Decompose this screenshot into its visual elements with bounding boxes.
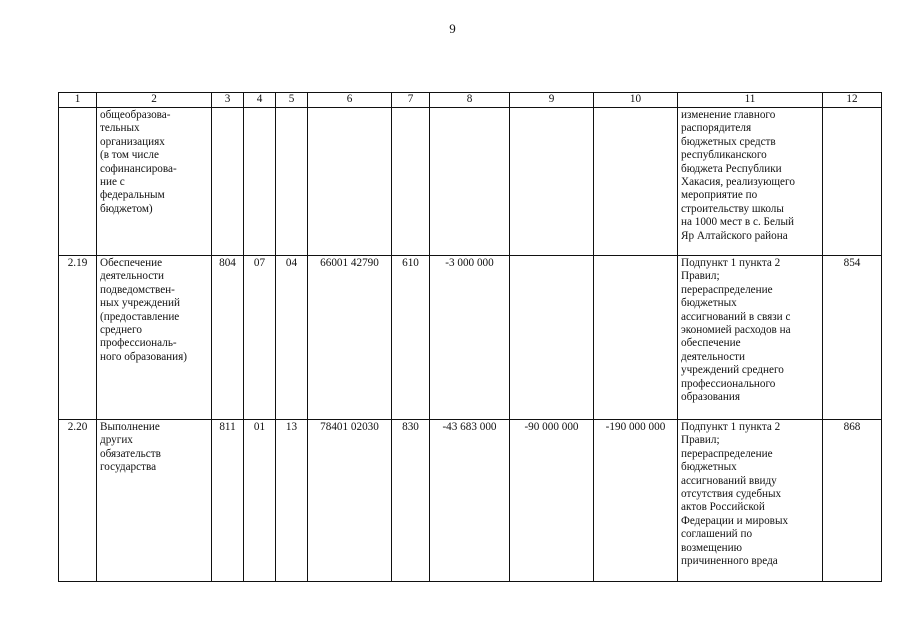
column-header: 8 xyxy=(430,93,510,108)
row-number-cell: 2.20 xyxy=(59,420,97,582)
table-row xyxy=(59,256,882,420)
column-header: 5 xyxy=(276,93,308,108)
column-header: 11 xyxy=(678,93,823,108)
table-header-row xyxy=(59,93,882,108)
section-code-cell: 07 xyxy=(244,256,276,420)
column-header: 9 xyxy=(510,93,594,108)
basis-cell: Подпункт 1 пункта 2 Правил; перераспределение бюджетных ассигнований в связи с экономией расходов на обеспечение деятельности учреждений среднего профессионального образования xyxy=(678,256,823,420)
column-header: 10 xyxy=(594,93,678,108)
expense-type-cell: 610 xyxy=(392,256,430,420)
amount-cell: -3 000 000 xyxy=(430,256,510,420)
target-article-cell xyxy=(308,108,392,256)
expense-type-cell xyxy=(392,108,430,256)
target-article-cell: 66001 42790 xyxy=(308,256,392,420)
ministry-code-cell: 811 xyxy=(212,420,244,582)
section-code-cell xyxy=(244,108,276,256)
expense-name-cell: общеобразова- тельных организациях (в том числе софинансирова- ние с федеральным бюджетом) xyxy=(97,108,212,256)
amount-cell: -43 683 000 xyxy=(430,420,510,582)
amount-cell xyxy=(594,108,678,256)
amount-cell xyxy=(430,108,510,256)
expense-name-cell: Обеспечение деятельности подведомствен- ных учреждений (предоставление среднего профессиональ- ного образования) xyxy=(97,256,212,420)
amount-cell xyxy=(510,256,594,420)
row-number-cell: 2.19 xyxy=(59,256,97,420)
basis-cell: изменение главного распорядителя бюджетных средств республиканского бюджета Республики Хакасия, реализующего мероприятие по строительству школы на 1000 мест в с. Белый Яр Алтайского района xyxy=(678,108,823,256)
expense-name-cell: Выполнение других обязательств государства xyxy=(97,420,212,582)
column-header: 4 xyxy=(244,93,276,108)
ministry-code-cell xyxy=(212,108,244,256)
amount-cell xyxy=(510,108,594,256)
amount-cell xyxy=(594,256,678,420)
code-cell xyxy=(823,108,882,256)
column-header: 3 xyxy=(212,93,244,108)
expense-type-cell: 830 xyxy=(392,420,430,582)
column-header: 2 xyxy=(97,93,212,108)
table-row xyxy=(59,420,882,582)
subsection-code-cell: 04 xyxy=(276,256,308,420)
column-header: 12 xyxy=(823,93,882,108)
row-number-cell xyxy=(59,108,97,256)
target-article-cell: 78401 02030 xyxy=(308,420,392,582)
budget-table xyxy=(58,92,882,582)
column-header: 6 xyxy=(308,93,392,108)
basis-cell: Подпункт 1 пункта 2 Правил; перераспределение бюджетных ассигнований ввиду отсутствия судебных актов Российской Федерации и мировых соглашений по возмещению причиненного вреда xyxy=(678,420,823,582)
subsection-code-cell: 13 xyxy=(276,420,308,582)
page-number: 9 xyxy=(449,21,456,36)
code-cell: 868 xyxy=(823,420,882,582)
amount-cell: -190 000 000 xyxy=(594,420,678,582)
amount-cell: -90 000 000 xyxy=(510,420,594,582)
column-header: 1 xyxy=(59,93,97,108)
column-header: 7 xyxy=(392,93,430,108)
table-row xyxy=(59,108,882,256)
code-cell: 854 xyxy=(823,256,882,420)
ministry-code-cell: 804 xyxy=(212,256,244,420)
section-code-cell: 01 xyxy=(244,420,276,582)
subsection-code-cell xyxy=(276,108,308,256)
